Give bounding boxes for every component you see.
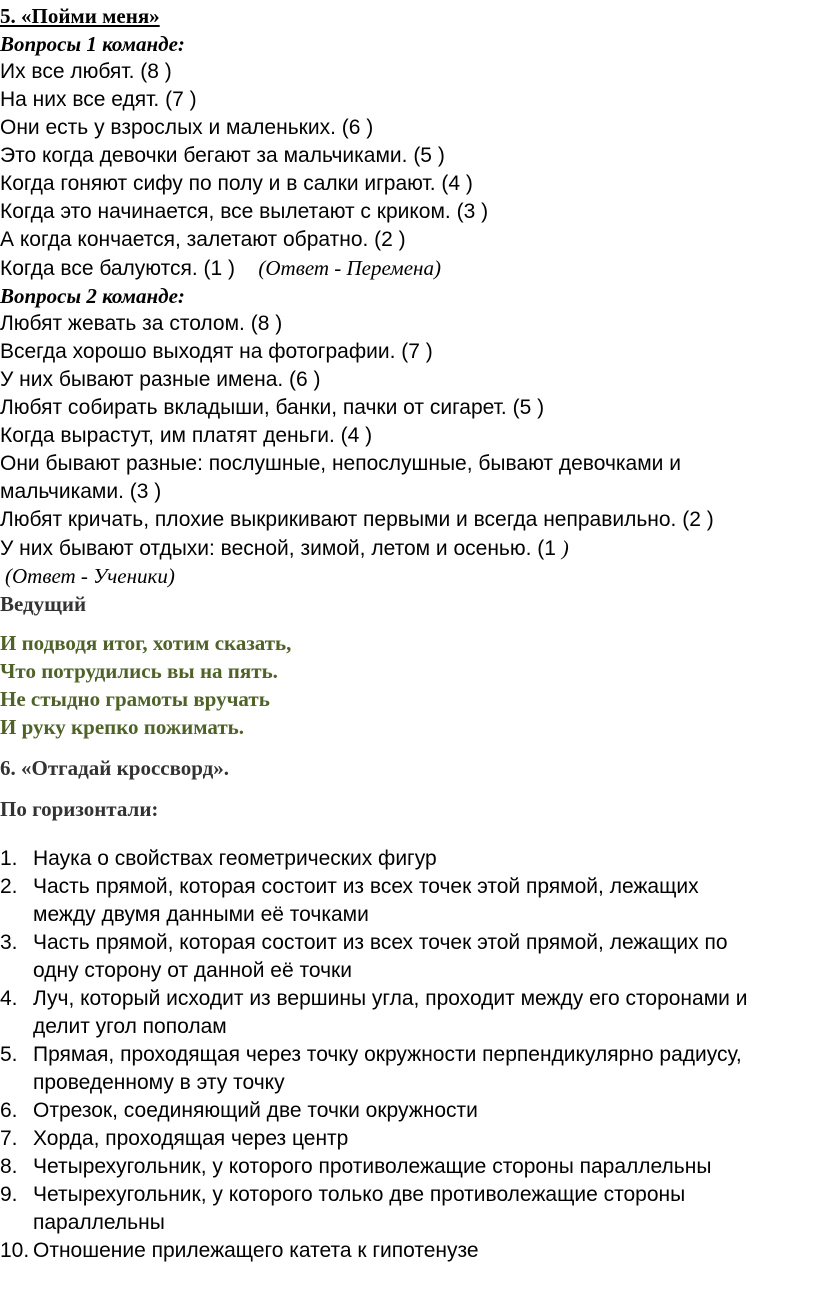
clue-text: Хорда, проходящая через центр [33, 1127, 349, 1150]
poem-line: И руку крепко пожимать. [0, 715, 245, 739]
crossword-clue-4 [0, 985, 810, 1041]
poem-line: Не стыдно грамоты вручать [0, 687, 270, 711]
team1-question: Когда это начинается, все вылетают с криком. (3 ) [0, 200, 489, 223]
clue-text: Четырехугольник, у которого только две противолежащие стороны параллельны [33, 1183, 686, 1234]
team1-question: А когда кончается, залетают обратно. (2 ) [0, 228, 406, 251]
team1-question: На них все едят. (7 ) [0, 88, 197, 111]
team2-question: У них бывают разные имена. (6 ) [0, 368, 321, 391]
crossword-clue-7 [0, 1125, 810, 1153]
team1-question: Они есть у взрослых и маленьких. (6 ) [0, 116, 374, 139]
section6-title: 6. «Отгадай кроссворд». [0, 756, 230, 780]
team1-question: Когда гоняют сифу по полу и в салки играют. (4 ) [0, 172, 473, 195]
crossword-clue-2 [0, 873, 810, 929]
clue-number: 6. [0, 1099, 18, 1122]
team2-heading: Вопросы 2 команде: [0, 284, 185, 308]
clue-number: 5. [0, 1043, 18, 1066]
horizontal-heading: По горизонтали: [0, 797, 159, 821]
team2-question: Когда вырастут, им платят деньги. (4 ) [0, 424, 373, 447]
team2-question: Они бывают разные: послушные, непослушные, бывают девочками и [0, 452, 681, 475]
section5-title: 5. «Пойми меня» [0, 4, 160, 28]
team1-question: Это когда девочки бегают за мальчиками. (5 ) [0, 144, 445, 167]
clue-number: 1. [0, 847, 18, 870]
clue-number: 7. [0, 1127, 18, 1150]
clue-text: Прямая, проходящая через точку окружности перпендикулярно радиусу, проведенному в эту точку [33, 1043, 742, 1094]
team2-question: Любят жевать за столом. (8 ) [0, 312, 283, 335]
poem-line: Что потрудились вы на пять. [0, 659, 278, 683]
clue-number: 9. [0, 1183, 18, 1206]
clue-text: Отрезок, соединяющий две точки окружности [33, 1099, 478, 1122]
team2-answer: (Ответ - Ученики) [5, 564, 175, 588]
team2-question: Всегда хорошо выходят на фотографии. (7 ) [0, 340, 433, 363]
crossword-clue-3 [0, 929, 810, 985]
clue-number: 4. [0, 987, 18, 1010]
clue-number: 10. [0, 1239, 30, 1262]
host-label: Ведущий [0, 592, 87, 616]
crossword-clue-8 [0, 1153, 810, 1181]
clue-text: Часть прямой, которая состоит из всех точек этой прямой, лежащих между двумя данными её точками [33, 875, 699, 926]
crossword-clue-6 [0, 1097, 810, 1125]
crossword-clue-5 [0, 1041, 810, 1097]
clue-text: Отношение прилежащего катета к гипотенузе [33, 1239, 479, 1262]
team2-question: Любят кричать, плохие выкрикивают первыми и всегда неправильно. (2 ) [0, 508, 714, 531]
clue-text: Часть прямой, которая состоит из всех точек этой прямой, лежащих по одну сторону от данной её точки [33, 931, 728, 982]
crossword-clue-9 [0, 1181, 810, 1237]
clue-number: 3. [0, 931, 18, 954]
crossword-clue-1 [0, 845, 810, 873]
team1-heading: Вопросы 1 команде: [0, 32, 185, 56]
team2-last-line [0, 534, 569, 563]
clue-number: 2. [0, 875, 18, 898]
team1-last-line [0, 254, 441, 283]
clue-text: Луч, который исходит из вершины угла, проходит между его сторонами и делит угол пополам [33, 987, 748, 1038]
team1-question: Когда все балуются. (1 ) [0, 257, 236, 280]
clue-text: Четырехугольник, у которого противолежащие стороны параллельны [33, 1155, 712, 1178]
crossword-clue-10 [0, 1237, 810, 1265]
clue-number: 8. [0, 1155, 18, 1178]
team2-question: мальчиками. (3 ) [0, 480, 162, 503]
team1-answer: (Ответ - Перемена) [258, 256, 441, 280]
poem-line: И подводя итог, хотим сказать, [0, 631, 292, 655]
clue-text: Наука о свойствах геометрических фигур [33, 847, 437, 870]
team2-question: У них бывают отдыхи: весной, зимой, летом и осенью. (1 [0, 537, 562, 560]
team1-question: Их все любят. (8 ) [0, 60, 172, 83]
team2-question: Любят собирать вкладыши, банки, пачки от сигарет. (5 ) [0, 396, 545, 419]
team2-last-paren: ) [561, 536, 569, 560]
